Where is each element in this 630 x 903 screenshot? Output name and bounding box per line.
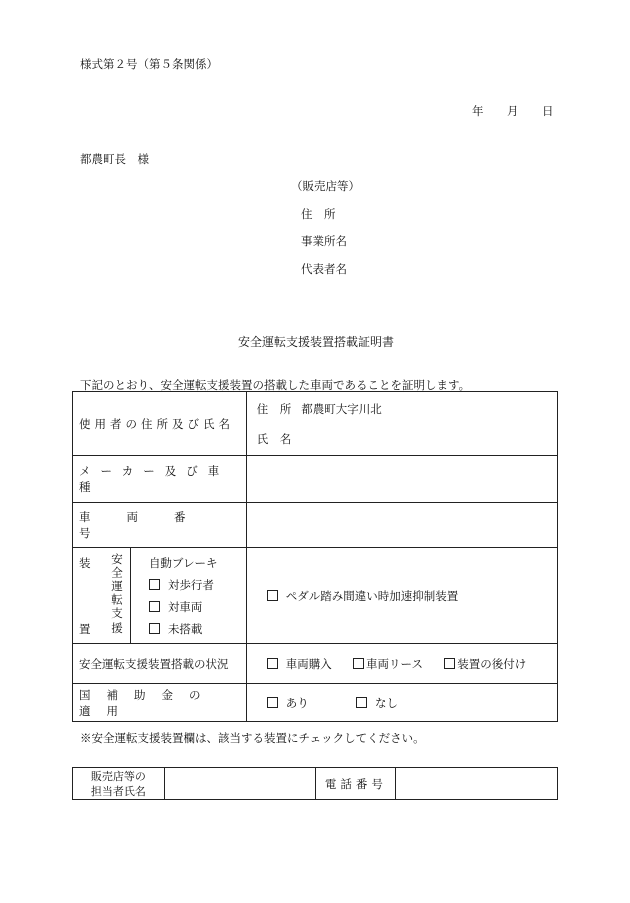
sender-heading: （販売店等）: [291, 179, 360, 193]
status-options-cell: [246, 644, 557, 684]
vehicle-checkbox[interactable]: [149, 601, 160, 612]
none-checkbox[interactable]: [149, 623, 160, 634]
option-none[interactable]: [149, 618, 246, 640]
date-day-label: 日: [542, 104, 554, 118]
address-label: 住 所: [256, 401, 292, 416]
intro-text: 下記のとおり、安全運転支援装置の搭載した車両であることを証明します。: [80, 378, 471, 392]
document-title: 安全運転支援装置搭載証明書: [238, 335, 395, 349]
staff-label-cell: [73, 768, 165, 800]
status-label-cell: [73, 644, 247, 684]
status-purchase-label: 車両購入: [285, 656, 332, 671]
status-purchase-option[interactable]: [267, 657, 332, 671]
retrofit-checkbox[interactable]: [444, 658, 455, 669]
device-label-left-top: 装: [79, 555, 91, 570]
pedal-device-option[interactable]: [267, 589, 459, 603]
maker-label: メーカー及び車種: [79, 464, 230, 494]
staff-label-line1: 販売店等の: [90, 769, 146, 783]
maker-value-cell[interactable]: [246, 456, 557, 503]
pedal-device-cell: [246, 548, 557, 644]
name-label: 氏 名: [256, 431, 292, 446]
pedestrian-checkbox[interactable]: [149, 579, 160, 590]
option-none-label: 未搭載: [167, 621, 203, 636]
status-lease-label: 車両リース: [366, 656, 423, 671]
vehicle-number-label: 車両番号: [79, 510, 222, 540]
user-label: 使用者の住所及び氏名: [79, 416, 234, 431]
phone-label-cell: [316, 768, 396, 800]
subsidy-label: 国補助金の適用: [79, 687, 217, 718]
staff-label-line2: 担当者氏名: [90, 784, 146, 798]
staff-value-cell[interactable]: [164, 768, 316, 800]
subsidy-no-label: なし: [375, 695, 399, 710]
form-number: 様式第２号（第５条関係）: [80, 57, 218, 71]
option-pedestrian-label: 対歩行者: [167, 577, 214, 592]
pedal-device-label: ペダル踏み間違い時加速抑制装置: [285, 588, 459, 603]
maker-label-cell: [73, 456, 247, 503]
phone-value-cell[interactable]: [396, 768, 558, 800]
status-lease-option[interactable]: [353, 657, 423, 671]
subsidy-yes-label: あり: [285, 695, 309, 710]
note-text: ※安全運転支援装置欄は、該当する装置にチェックしてください。: [80, 731, 425, 745]
subsidy-label-cell: [73, 684, 247, 722]
user-value-cell[interactable]: [246, 392, 557, 456]
option-pedestrian[interactable]: [149, 574, 246, 596]
sender-office-label: 事業所名: [301, 234, 347, 248]
device-label-cell: [73, 548, 131, 644]
user-label-cell: [73, 392, 247, 456]
purchase-checkbox[interactable]: [267, 658, 278, 669]
status-retrofit-option[interactable]: [444, 657, 526, 671]
device-label-right-top: 安全運転支: [109, 552, 124, 620]
subsidy-yes-checkbox[interactable]: [267, 697, 278, 708]
date-year-label: 年: [472, 104, 484, 118]
subsidy-options-cell: [246, 684, 557, 722]
status-label: 安全運転支援装置搭載の状況: [79, 656, 229, 671]
vehicle-number-value-cell[interactable]: [246, 503, 557, 548]
certificate-table: [72, 391, 558, 722]
lease-checkbox[interactable]: [353, 658, 364, 669]
phone-label: 電話番号: [324, 776, 387, 791]
auto-brake-label: 自動ブレーキ: [148, 555, 218, 570]
option-vehicle-label: 対車両: [167, 599, 203, 614]
vehicle-number-label-cell: [73, 503, 247, 548]
brake-options-cell: [130, 548, 246, 644]
subsidy-yes-option[interactable]: [267, 696, 309, 710]
option-vehicle[interactable]: [149, 596, 246, 618]
date-month-label: 月: [507, 104, 519, 118]
device-label-left-bottom: 置: [79, 621, 91, 636]
subsidy-no-option[interactable]: [356, 696, 398, 710]
device-label-right-bottom: 援: [111, 621, 123, 635]
sender-representative-label: 代表者名: [301, 262, 347, 276]
subsidy-no-checkbox[interactable]: [356, 697, 367, 708]
address-value[interactable]: 都農町大字川北: [301, 401, 382, 416]
pedal-device-checkbox[interactable]: [267, 590, 278, 601]
status-retrofit-label: 装置の後付け: [457, 656, 527, 671]
contact-table: [72, 767, 558, 800]
addressee: 都農町長 様: [80, 152, 149, 166]
sender-address-label: 住 所: [301, 207, 336, 221]
